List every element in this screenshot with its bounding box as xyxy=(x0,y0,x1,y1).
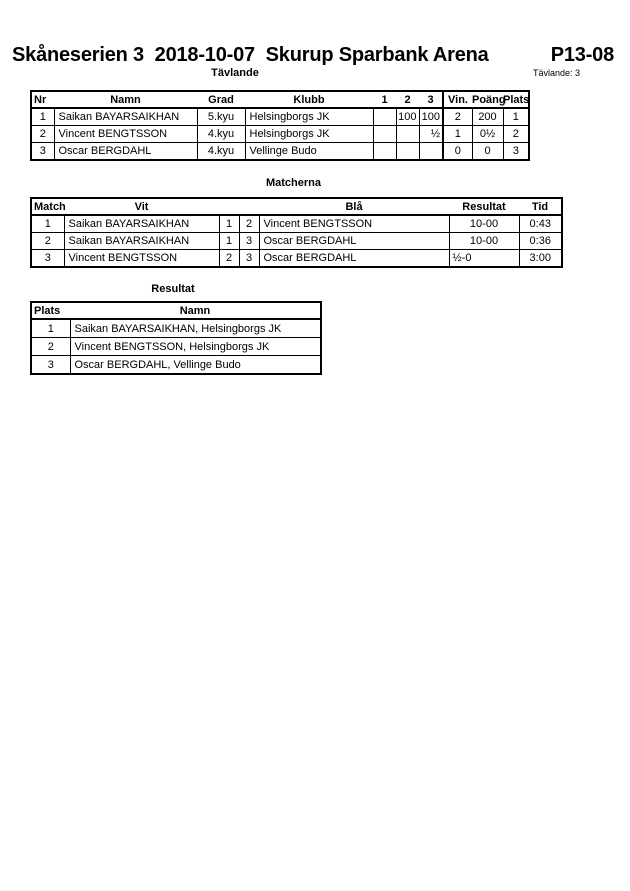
col-header-tid: Tid xyxy=(519,198,562,215)
table-cell: 1 xyxy=(443,126,472,143)
table-cell xyxy=(419,143,443,161)
col-header-grad: Grad xyxy=(197,91,245,108)
competition-title: Skåneserien 3 2018-10-07 Skurup Sparbank Arena xyxy=(12,44,489,66)
table-cell: Vincent BENGTSSON xyxy=(259,215,449,233)
table-cell: Saikan BAYARSAIKHAN xyxy=(64,215,219,233)
table-row xyxy=(31,143,529,161)
table-cell: 0:36 xyxy=(519,233,562,250)
col-header-klubb: Klubb xyxy=(245,91,373,108)
table-cell: 1 xyxy=(31,108,54,126)
tavlande-table-body xyxy=(31,108,529,160)
table-cell xyxy=(396,143,419,161)
tavlande-table xyxy=(30,90,530,161)
table-cell: 2 xyxy=(219,250,239,268)
table-cell: 3 xyxy=(239,250,259,268)
table-cell: 10-00 xyxy=(449,233,519,250)
participants-count: Tävlande: 3 xyxy=(533,68,581,78)
table-cell: 1 xyxy=(31,215,64,233)
header-row xyxy=(31,91,529,108)
matcherna-table-head xyxy=(31,198,562,215)
col-header-bla-nr xyxy=(239,198,259,215)
table-cell: Saikan BAYARSAIKHAN xyxy=(64,233,219,250)
header-row xyxy=(31,198,562,215)
table-cell: Helsingborgs JK xyxy=(245,108,373,126)
page-title xyxy=(12,44,614,67)
category-label: P13-08 xyxy=(550,44,614,66)
table-cell: 200 xyxy=(472,108,503,126)
col-header-2: 2 xyxy=(396,91,419,108)
table-cell: Oscar BERGDAHL xyxy=(54,143,197,161)
table-cell xyxy=(373,143,396,161)
col-header-namn: Namn xyxy=(54,91,197,108)
col-header-namn: Namn xyxy=(70,302,321,319)
table-cell xyxy=(373,126,396,143)
table-cell: Oscar BERGDAHL xyxy=(259,233,449,250)
table-row xyxy=(31,233,562,250)
resultat-table-body xyxy=(31,319,321,374)
matcherna-table xyxy=(30,197,563,268)
header-row xyxy=(31,302,321,319)
table-cell: 0:43 xyxy=(519,215,562,233)
resultat-table xyxy=(30,301,322,375)
table-cell: 3 xyxy=(503,143,529,161)
table-cell: 2 xyxy=(31,126,54,143)
table-cell: 1 xyxy=(503,108,529,126)
table-cell: ½ xyxy=(419,126,443,143)
resultat-section-title: Resultat xyxy=(151,283,195,295)
table-cell: 2 xyxy=(503,126,529,143)
table-cell: 0 xyxy=(443,143,472,161)
table-cell xyxy=(373,108,396,126)
table-cell: Vincent BENGTSSON, Helsingborgs JK xyxy=(70,338,321,356)
table-row xyxy=(31,108,529,126)
table-cell: Vellinge Budo xyxy=(245,143,373,161)
matcherna-section-title: Matcherna xyxy=(265,177,322,189)
col-header-vin: Vin. xyxy=(443,91,472,108)
table-cell xyxy=(396,126,419,143)
table-cell: 4.kyu xyxy=(197,126,245,143)
table-cell: Saikan BAYARSAIKHAN, Helsingborgs JK xyxy=(70,319,321,338)
col-header-nr: Nr xyxy=(31,91,54,108)
table-cell: 1 xyxy=(31,319,70,338)
table-row xyxy=(31,319,321,338)
table-cell: 10-00 xyxy=(449,215,519,233)
col-header-3: 3 xyxy=(419,91,443,108)
table-cell: Oscar BERGDAHL xyxy=(259,250,449,268)
table-row xyxy=(31,250,562,268)
table-row xyxy=(31,126,529,143)
col-header-match: Match xyxy=(31,198,64,215)
table-cell: 5.kyu xyxy=(197,108,245,126)
col-header-vit-nr xyxy=(219,198,239,215)
col-header-plats: Plats xyxy=(503,91,529,108)
resultat-table-head xyxy=(31,302,321,319)
col-header-vit: Vit xyxy=(64,198,219,215)
table-row xyxy=(31,215,562,233)
matcherna-table-body xyxy=(31,215,562,267)
tavlande-table-head xyxy=(31,91,529,108)
col-header-resultat: Resultat xyxy=(449,198,519,215)
table-cell: 2 xyxy=(443,108,472,126)
table-cell: 3 xyxy=(239,233,259,250)
table-cell: 100 xyxy=(396,108,419,126)
table-cell: 2 xyxy=(31,338,70,356)
table-row xyxy=(31,356,321,375)
table-cell: Vincent BENGTSSON xyxy=(64,250,219,268)
table-cell: 2 xyxy=(239,215,259,233)
table-row xyxy=(31,338,321,356)
table-cell: 3:00 xyxy=(519,250,562,268)
table-cell: 0½ xyxy=(472,126,503,143)
table-cell: Vincent BENGTSSON xyxy=(54,126,197,143)
col-header-1: 1 xyxy=(373,91,396,108)
col-header-bla: Blå xyxy=(259,198,449,215)
table-cell: Saikan BAYARSAIKHAN xyxy=(54,108,197,126)
col-header-poang: Poäng xyxy=(472,91,503,108)
tavlande-section-title: Tävlande xyxy=(211,67,259,79)
table-cell: 100 xyxy=(419,108,443,126)
table-cell: Oscar BERGDAHL, Vellinge Budo xyxy=(70,356,321,375)
table-cell: 1 xyxy=(219,215,239,233)
table-cell: 2 xyxy=(31,233,64,250)
table-cell: ½-0 xyxy=(449,250,519,268)
table-cell: 3 xyxy=(31,143,54,161)
col-header-plats: Plats xyxy=(31,302,70,319)
table-cell: 4.kyu xyxy=(197,143,245,161)
table-cell: 1 xyxy=(219,233,239,250)
table-cell: 0 xyxy=(472,143,503,161)
table-cell: Helsingborgs JK xyxy=(245,126,373,143)
table-cell: 3 xyxy=(31,356,70,375)
table-cell: 3 xyxy=(31,250,64,268)
